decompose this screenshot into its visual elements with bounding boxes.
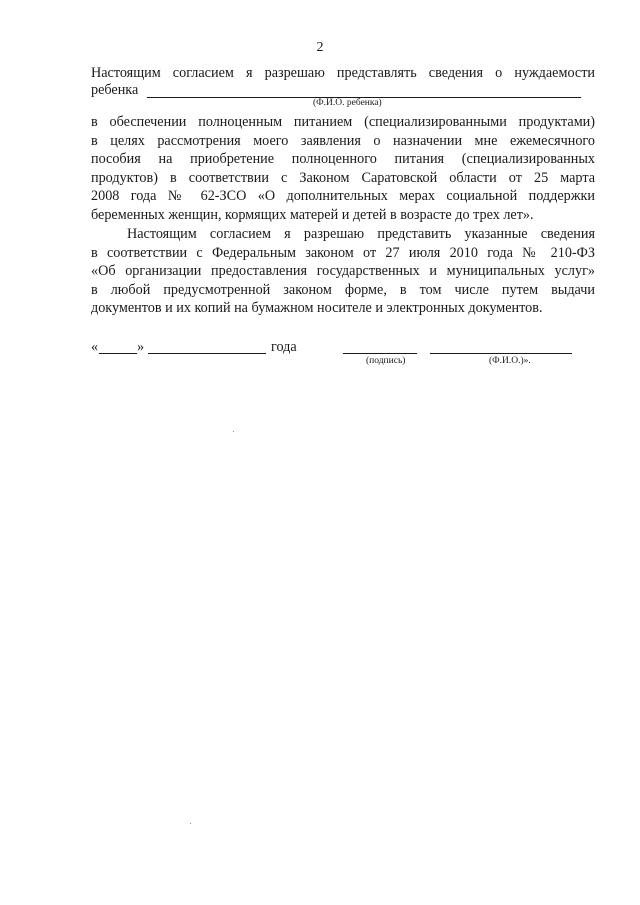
date-quote-close: » xyxy=(137,339,145,355)
scan-speck xyxy=(190,823,191,824)
paragraph-line: в любой предусмотренной законом форме, в том числе путем выдачи xyxy=(91,281,595,298)
page-number: 2 xyxy=(316,40,324,55)
paragraph-line: в целях рассмотрения моего заявления о назначении мне ежемесячного xyxy=(91,132,595,149)
paragraph-line: в обеспечении полноценным питанием (специализированными продуктами) xyxy=(91,114,595,130)
date-day-blank[interactable] xyxy=(99,353,137,354)
paragraph-line: документов и их копий на бумажном носителе и электронных документов. xyxy=(91,300,543,316)
consent-paragraph-data-provision xyxy=(91,225,595,318)
signature-blank[interactable] xyxy=(343,353,417,354)
paragraph-line: пособия на приобретение полноценного питания (специализированных xyxy=(91,151,595,167)
paragraph-line: беременных женщин, кормящих матерей и детей в возрасте до трех лет». xyxy=(91,206,534,223)
child-label: ребенка xyxy=(91,82,139,98)
paragraph-line: продуктов) в соответствии с Законом Саратовской области от 25 марта xyxy=(91,169,595,186)
scan-speck xyxy=(233,431,234,432)
signature-caption: (подпись) xyxy=(366,356,406,366)
signature-row xyxy=(91,338,595,358)
paragraph-line: «Об организации предоставления государственных и муниципальных услуг» xyxy=(91,263,595,279)
date-quote-open: « xyxy=(91,339,99,355)
paragraph-line: в соответствии с Федеральным законом от 27 июля 2010 года № 210-ФЗ xyxy=(91,244,595,261)
paragraph-line: 2008 года № 62-ЗСО «О дополнительных мерах социальной поддержки xyxy=(91,188,595,204)
consent-paragraph-child xyxy=(91,113,595,224)
date-month-blank[interactable] xyxy=(148,353,266,354)
full-name-blank[interactable] xyxy=(430,353,572,354)
full-name-caption: (Ф.И.О.)». xyxy=(489,356,531,366)
paragraph-line: Настоящим согласием я разрешаю представлять сведения о нуждаемости xyxy=(91,65,595,81)
child-name-caption: (Ф.И.О. ребенка) xyxy=(313,98,382,108)
consent-paragraph-child-intro xyxy=(91,64,595,83)
year-word: года xyxy=(271,339,297,355)
paragraph-line: Настоящим согласием я разрешаю представить указанные сведения xyxy=(127,226,595,242)
